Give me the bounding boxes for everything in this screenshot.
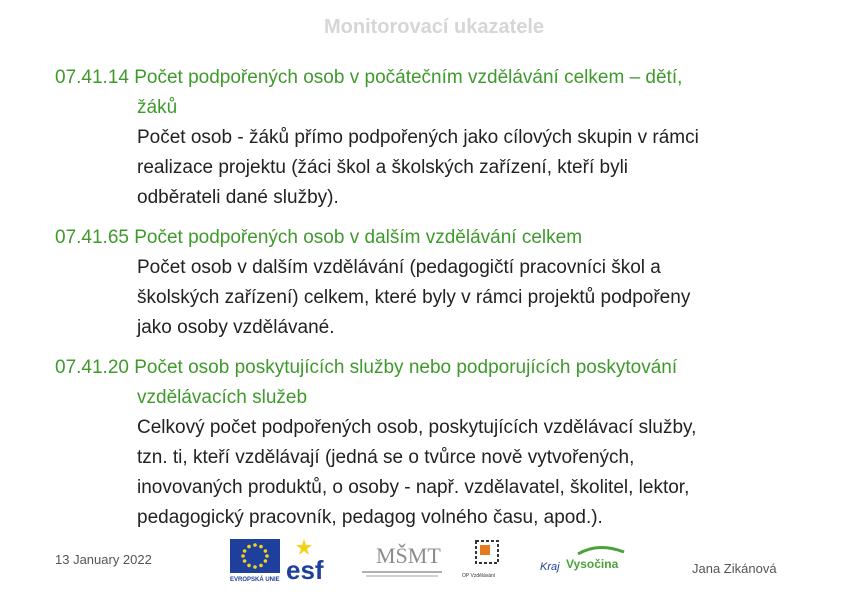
- indicator-description-line: odběrateli dané služby).: [137, 187, 339, 208]
- indicator-description-line: pedagogický pracovník, pedagog volného času, apod.).: [137, 507, 603, 528]
- esf-star-icon: [296, 539, 312, 555]
- slide-title: Monitorovací ukazatele: [323, 16, 545, 38]
- indicator-heading-line: žáků: [137, 97, 178, 118]
- indicator-description-line: Celkový počet podpořených osob, poskytujících vzdělávací služby,: [137, 417, 697, 438]
- msmt-label: MŠMT: [376, 543, 441, 568]
- eu-esf-logo: [228, 537, 338, 583]
- msmt-divider: [362, 571, 442, 573]
- msmt-logo: [360, 537, 444, 581]
- indicator-description-line: Počet osob - žáků přímo podpořených jako cílových skupin v rámci: [137, 127, 699, 148]
- footer-date: 13 January 2022: [55, 552, 152, 567]
- indicator-item: [55, 353, 815, 533]
- indicator-heading-line: 07.41.14 Počet podpořených osob v počátečním vzdělávání celkem – dětí,: [55, 67, 683, 88]
- indicator-description-line: realizace projektu (žáci škol a školských zařízení, kteří byli: [137, 157, 629, 178]
- indicator-description-line: inovovaných produktů, o osoby - např. vzdělavatel, školitel, lektor,: [137, 477, 690, 498]
- indicator-heading-line: 07.41.20 Počet osob poskytujících služby nebo podporujících poskytování: [55, 357, 678, 378]
- indicator-list: [55, 63, 815, 543]
- indicator-description-line: tzn. ti, kteří vzdělávají (jedná se o tvůrce nově vytvořených,: [137, 447, 635, 468]
- op-label: OP Vzdělávání: [462, 573, 496, 579]
- vysocina-label: Vysočina: [566, 557, 619, 571]
- indicator-heading-line: vzdělávacích služeb: [137, 387, 308, 408]
- op-logo: [460, 537, 518, 581]
- indicator-description-line: jako osoby vzdělávané.: [137, 317, 335, 338]
- indicator-item: [55, 63, 815, 213]
- kraj-swoosh-icon: [578, 547, 624, 554]
- indicator-description-line: školských zařízení) celkem, které byly v rámci projektů podpořeny: [137, 287, 691, 308]
- op-accent-icon: [480, 545, 490, 555]
- eu-label: EVROPSKÁ UNIE: [230, 577, 280, 583]
- indicator-item: [55, 223, 815, 343]
- esf-label: esf: [286, 555, 324, 583]
- msmt-divider: [366, 575, 438, 577]
- kraj-vysocina-logo: [538, 540, 628, 576]
- indicator-description-line: Počet osob v dalším vzdělávání (pedagogičtí pracovníci škol a: [137, 257, 661, 278]
- indicator-heading-line: 07.41.65 Počet podpořených osob v dalším vzdělávání celkem: [55, 227, 583, 248]
- footer-author: Jana Zikánová: [692, 561, 777, 576]
- kraj-label: Kraj: [540, 561, 560, 573]
